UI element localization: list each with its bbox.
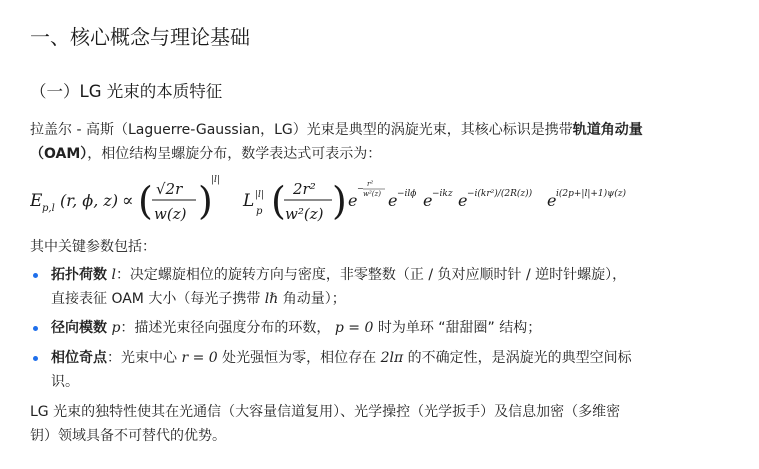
formula-sub-pl: p,l [42,203,55,214]
list-item-phase-singularity [30,346,730,394]
bullet-label: 径向模数 [51,320,107,336]
bullet-symbol: p [111,320,121,336]
e-2: e [388,191,398,210]
bullet-dot [33,356,38,361]
e-3: e [423,191,433,210]
bullet-equation: p = 0 [334,320,374,336]
exp5: i(2p+|l|+1)ψ(z) [556,189,626,199]
closing-line-2: 钥）领域具备不可替代的优势。 [30,428,226,444]
paren-left-2: ( [271,179,286,223]
bullet-dot [33,273,38,278]
bullet-label: 相位奇点 [51,350,107,366]
e-1: e [348,191,358,210]
oam-term: 轨道角动量 [572,122,643,138]
bullet-symbol-lhbar: lℏ [264,291,279,307]
frac1-den: w(z) [154,205,187,223]
frac1-num: √2r [156,180,183,198]
bullet-text-3: 角动量）； [282,291,346,307]
exp1-num: r² [367,180,374,188]
bullet-equation-2: 2lπ [380,350,404,366]
closing-line-1: LG 光束的独特性使其在光通信（大容量信道复用）、光学操控（光学扳手）及信息加密（多维密 [30,404,621,420]
L-sub: p [256,206,263,217]
paren-right-1: ) [198,179,213,223]
bullet-text-2: 直接表征 OAM 大小（每光子携带 [51,291,261,307]
bullet-equation: r = 0 [181,350,218,366]
exp1-sign: − [357,184,364,193]
formula-args: (r, ϕ, z) [60,191,119,210]
L-sup: |l| [255,190,264,200]
bullet-text: ：描述光束径向强度分布的环数， [120,320,331,336]
bullet-text: ：决定螺旋相位的旋转方向与密度，非零整数（正 / 负对应顺时针 / 逆时针螺旋）， [115,267,627,283]
lg-beam-formula [30,172,730,228]
section-heading: 一、核心概念与理论基础 [30,25,250,49]
closing-paragraph [30,400,730,448]
exp-abs-l: |l| [211,175,220,185]
exp3: −ikz [432,189,453,199]
bullet-text-4: 识。 [51,374,79,390]
list-item-topological-charge [30,263,730,311]
formula-L: L [243,191,255,211]
frac2-num: 2r² [293,180,316,198]
formula-propto: ∝ [122,191,134,211]
params-intro: 其中关键参数包括： [30,239,156,255]
bullet-symbol: l [111,267,116,283]
bullet-text-2: 时为单环 “甜甜圈” 结构； [377,320,542,336]
exp1-den: w²(z) [363,190,381,198]
bullet-text-2: 处光强恒为零，相位存在 [222,350,377,366]
e-5: e [547,191,557,210]
intro-text: 拉盖尔 - 高斯（Laguerre-Gaussian，LG）光束是典型的涡旋光束，其核心标识是携带 [30,122,573,138]
bullet-text-3: 的不确定性，是涡旋光的典型空间标 [407,350,632,366]
exp4: −i(kr²)/(2R(z)) [467,189,533,199]
intro-text-end: ，相位结构呈螺旋分布，数学表达式可表示为： [87,146,382,162]
exp2: −ilϕ [397,189,417,199]
bullet-label: 拓扑荷数 [51,267,107,283]
paren-right-2: ) [332,179,347,223]
e-4: e [458,191,468,210]
subsection-heading: （一）LG 光束的本质特征 [30,82,223,101]
oam-abbrev: （OAM） [30,146,88,162]
bullet-dot [33,326,38,331]
formula-E: E [30,191,43,211]
paren-left-1: ( [138,179,153,223]
list-item-radial-index [30,316,730,340]
intro-paragraph [30,118,730,166]
frac2-den: w²(z) [285,205,324,223]
bullet-text: ：光束中心 [107,350,177,366]
